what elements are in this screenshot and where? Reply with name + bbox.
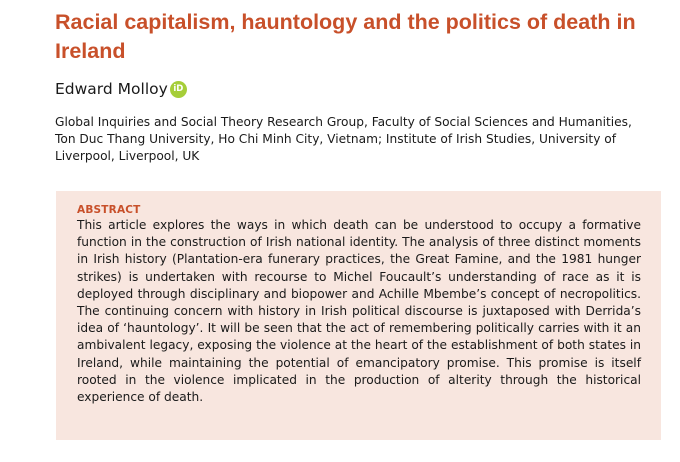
author-affiliation: Global Inquiries and Social Theory Research Group, Faculty of Social Sciences and Humanities, Ton Duc Thang University, Ho Chi Minh City, Vietnam; Institute of Irish Studies, University of Liverpool, Liverpool, UK [55, 115, 632, 163]
author-row [55, 80, 187, 98]
article-title: Racial capitalism, hauntology and the politics of death in Ireland [55, 10, 636, 63]
author-name[interactable]: Edward Molloy [55, 80, 168, 98]
orcid-icon[interactable]: iD [170, 81, 187, 98]
abstract-heading: ABSTRACT [77, 204, 141, 216]
abstract-text: This article explores the ways in which death can be understood to occupy a formative function in the construction of Irish national identity. The analysis of three distinct moments in Irish history (Plantation-era funerary practices, the Great Famine, and the 1981 hunger strikes) is undertaken with recourse to Michel Foucault’s understanding of race as it is deployed through disciplinary and biopower and Achille Mbembe’s concept of necropolitics. The continuing concern with history in Irish political discourse is juxtaposed with Derrida’s idea of ‘hauntology’. It will be seen that the act of remembering politically carries with it an ambivalent legacy, exposing the violence at the heart of the establishment of both states in Ireland, while maintaining the potential of emancipatory promise. This promise is itself rooted in the violence implicated in the production of alterity through the historical experience of death. [77, 218, 641, 405]
abstract-box [56, 191, 661, 440]
